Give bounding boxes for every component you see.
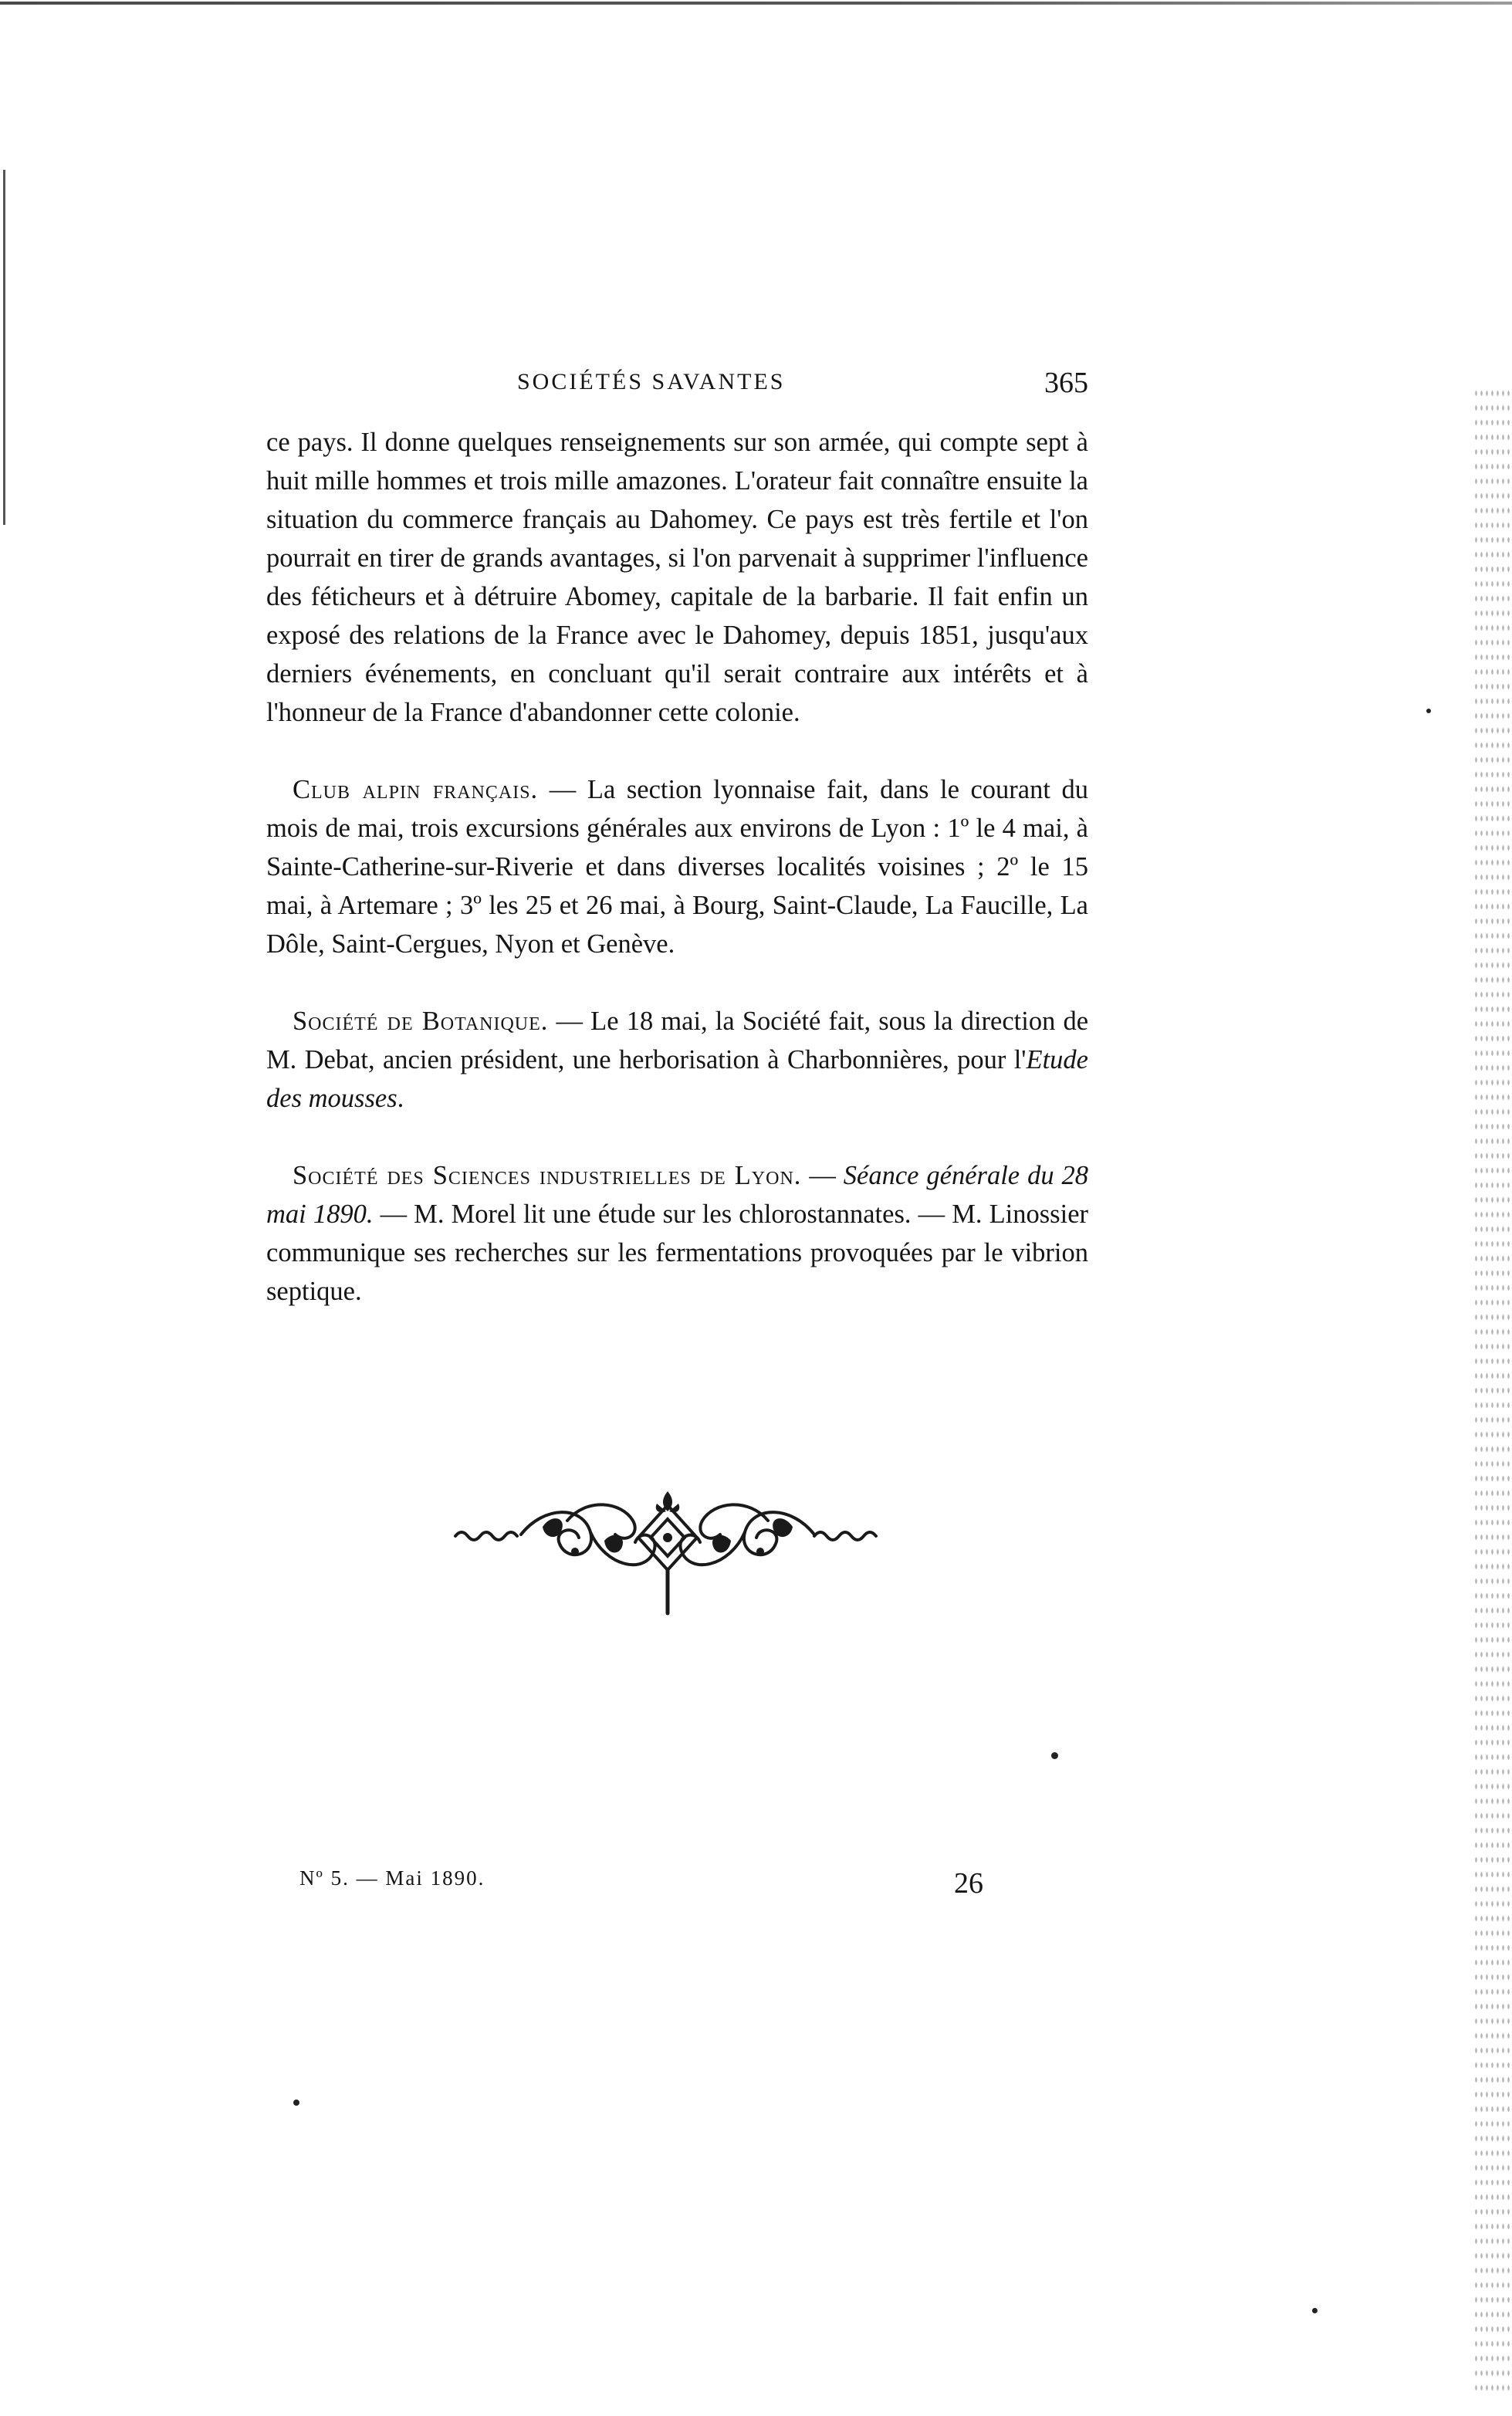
scan-speck	[1051, 1752, 1058, 1759]
body-text	[266, 423, 1088, 1311]
paragraph-botanique-end: .	[397, 1084, 404, 1113]
scan-speck	[1426, 709, 1431, 713]
running-title: SOCIÉTÉS SAVANTES	[517, 369, 786, 394]
scan-speck	[1312, 2308, 1318, 2313]
fleuron-ornament-icon	[452, 1490, 884, 1621]
running-head	[266, 369, 1088, 415]
section-heading-club-alpin: Club alpin français.	[293, 775, 539, 804]
paragraph-botanique-text: — Le 18 mai, la Société fait, sous la direction de M. Debat, ancien président, une herborisation à Charbonnières, pour l'	[266, 1007, 1089, 1074]
section-heading-botanique: Société de Botanique.	[293, 1007, 549, 1036]
issue-line: Nº 5. — Mai 1890.	[299, 1866, 485, 1890]
paragraph-club-alpin-text: — La section lyonnaise fait, dans le courant du mois de mai, trois excursions générales aux environs de Lyon : 1º le 4 mai, à Sainte-Catherine-sur-Riverie et dans diverses localités voisines ; 2º le 15 mai, à Artemare ; 3º les 25 et 26 mai, à Bourg, Saint-Claude, La Faucille, La Dôle, Saint-Cergues, Nyon et Genève.	[266, 775, 1089, 959]
paragraph-club-alpin	[266, 770, 1088, 963]
paragraph-sciences-italic: Séance générale du 28 mai 1890.	[266, 1161, 1089, 1229]
scan-edge-right	[1473, 386, 1512, 2393]
paragraph-dahomey: ce pays. Il donne quelques renseignements sur son armée, qui compte sept à huit mille hommes et trois mille amazones. L'orateur fait connaître ensuite la situation du commerce français au Dahomey. Ce pays est très fertile et l'on pourrait en tirer de grands avantages, si l'on parvenait à supprimer l'influence des féticheurs et à détruire Abomey, capitale de la barbarie. Il fait enfin un exposé des relations de la France avec le Dahomey, depuis 1851, jusqu'aux derniers événements, en concluant qu'il serait contraire aux intérêts et à l'honneur de la France d'abandonner cette colonie.	[266, 428, 1088, 727]
scan-edge-top	[0, 2, 1512, 5]
paragraph-sciences-dash: —	[801, 1161, 844, 1190]
paragraph-botanique-italic: Etude des mousses	[266, 1045, 1088, 1113]
paragraph-sciences-text: — M. Morel lit une étude sur les chlorostannates. — M. Linossier communique ses recherches sur les fermentations provoquées par le vibrion septique.	[266, 1200, 1088, 1306]
scan-speck	[293, 2100, 299, 2106]
page-number: 365	[1044, 367, 1088, 399]
signature-mark: 26	[954, 1867, 983, 1900]
paragraph-sciences-industrielles	[266, 1156, 1088, 1311]
paragraph-botanique	[266, 1002, 1088, 1118]
section-heading-sciences-industrielles: Société des Sciences industrielles de Lyon.	[293, 1161, 802, 1190]
scan-edge-left	[3, 170, 5, 525]
